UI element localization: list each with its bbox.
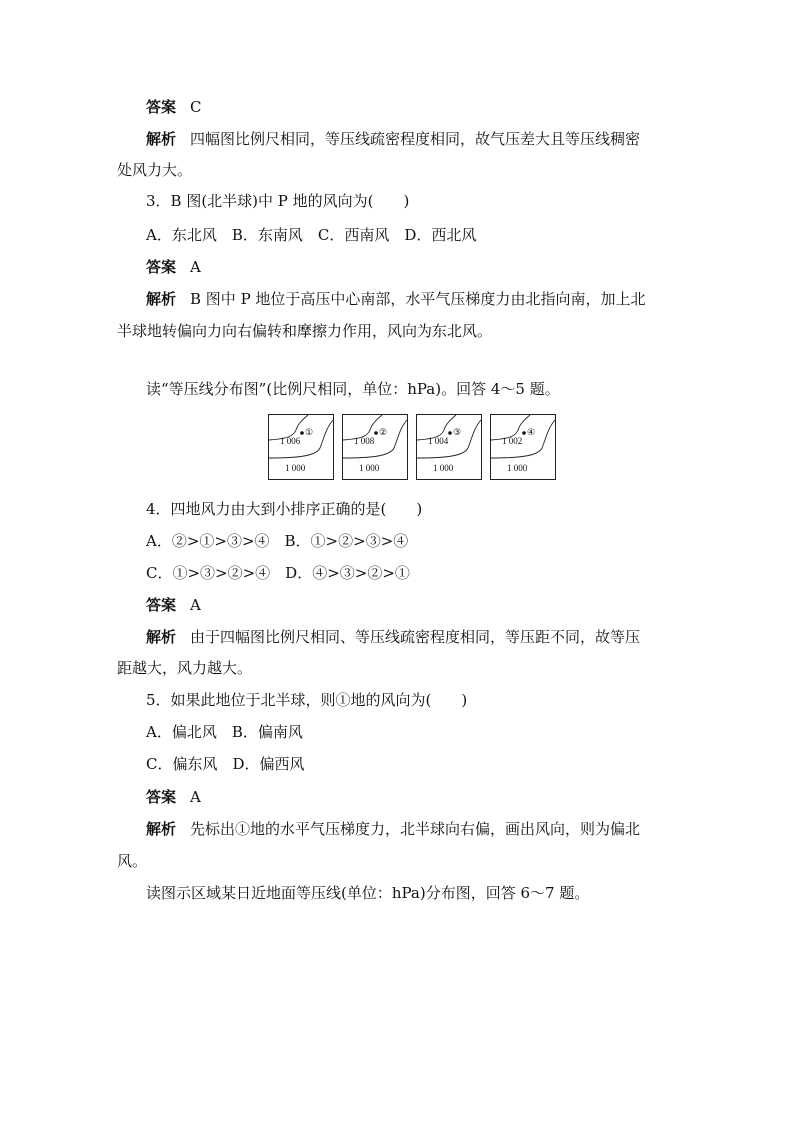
point-label: ① (305, 427, 314, 437)
answer-value: C (190, 98, 202, 116)
explanation-5-line-1 (146, 818, 640, 840)
answer-3 (146, 256, 201, 278)
explanation-4-line-1 (146, 626, 640, 648)
answer-value: A (190, 596, 201, 614)
answer-value: A (190, 258, 201, 276)
answer-label: 答案 (146, 596, 177, 614)
explanation-4-line-2: 距越大，风力越大。 (117, 659, 253, 677)
explanation-5-line-2: 风。 (117, 852, 148, 870)
answer-4 (146, 594, 201, 616)
answer-label: 答案 (146, 788, 177, 806)
question-4-options-2: C．①>③>②>④ D．④>③>②>① (146, 564, 410, 582)
question-5-options-1: A．偏北风 B．偏南风 (146, 723, 303, 741)
point-label: ② (379, 427, 388, 437)
lower-isobar-label: 1 000 (359, 463, 380, 473)
explanation-text: 由于四幅图比例尺相同、等压线疏密程度相同，等压距不同，故等压 (190, 628, 641, 646)
explanation-2-line-1 (146, 128, 640, 150)
lower-isobar-label: 1 000 (507, 463, 528, 473)
question-4-options-1: A．②>①>③>④ B．①>②>③>④ (146, 532, 409, 550)
answer-value: A (190, 788, 201, 806)
question-5-options-2: C．偏东风 D．偏西风 (146, 755, 305, 773)
question-3-options: A．东北风 B．东南风 C．西南风 D．西北风 (146, 226, 477, 244)
analysis-label: 解析 (146, 130, 177, 148)
explanation-text: B 图中 P 地位于高压中心南部，水平气压梯度力由北指向南，加上北 (190, 290, 646, 308)
explanation-3-line-1 (146, 288, 645, 310)
point-label: ③ (453, 427, 462, 437)
lower-isobar-label: 1 000 (285, 463, 306, 473)
reading-prompt-4-5: 读“等压线分布图”(比例尺相同，单位：hPa)。回答 4～5 题。 (146, 380, 560, 398)
explanation-2-line-2: 处风力大。 (117, 161, 193, 179)
isobar-panel-2 (342, 414, 408, 480)
reading-prompt-6-7: 读图示区域某日近地面等压线(单位：hPa)分布图，回答 6～7 题。 (146, 884, 590, 902)
answer-5 (146, 786, 201, 808)
isobar-panel-4 (490, 414, 556, 480)
point-label: ④ (527, 427, 536, 437)
answer-label: 答案 (146, 258, 177, 276)
explanation-3-line-2: 半球地转偏向力向右偏转和摩擦力作用，风向为东北风。 (117, 322, 493, 340)
isobar-panel-1 (268, 414, 334, 480)
question-5: 5．如果此地位于北半球，则①地的风向为( ) (146, 691, 468, 709)
answer-label: 答案 (146, 98, 177, 116)
question-4: 4．四地风力由大到小排序正确的是( ) (146, 500, 423, 518)
analysis-label: 解析 (146, 628, 177, 646)
upper-isobar-label: 1 006 (280, 436, 301, 446)
isobar-figure (268, 414, 562, 480)
lower-isobar-label: 1 000 (433, 463, 454, 473)
isobar-panel-3 (416, 414, 482, 480)
explanation-text: 四幅图比例尺相同，等压线疏密程度相同，故气压差大且等压线稠密 (190, 130, 641, 148)
answer-2 (146, 96, 202, 118)
analysis-label: 解析 (146, 820, 177, 838)
explanation-text: 先标出①地的水平气压梯度力，北半球向右偏，画出风向，则为偏北 (190, 820, 641, 838)
upper-isobar-label: 1 002 (502, 436, 523, 446)
upper-isobar-label: 1 008 (354, 436, 375, 446)
analysis-label: 解析 (146, 290, 177, 308)
upper-isobar-label: 1 004 (428, 436, 449, 446)
question-3: 3．B 图(北半球)中 P 地的风向为( ) (146, 192, 410, 210)
